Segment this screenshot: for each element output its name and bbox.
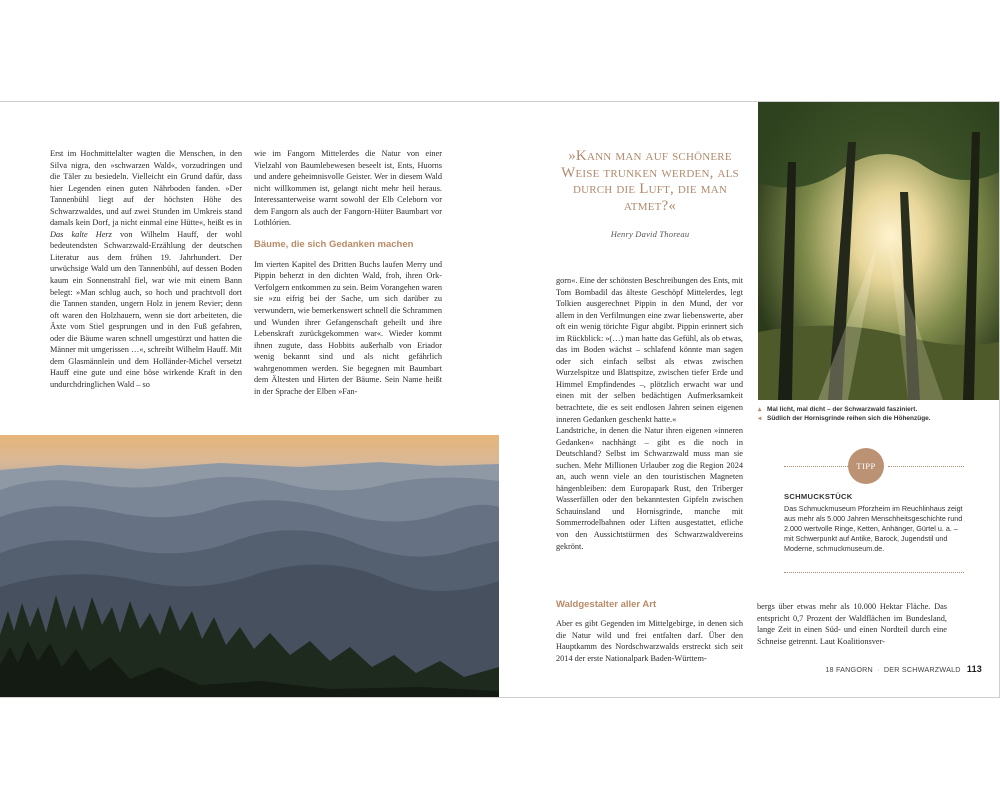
- paragraph: bergs über etwas mehr als 10.000 Hektar Fläche. Das entspricht 0,7 Prozent der Waldflächen im Bundesland, lange Zeit in einen Süd- und einen Nordteil durch eine Schneise getrennt. Laut Koalitionsver-: [757, 602, 947, 646]
- quote-author: Henry David Thoreau: [610, 229, 690, 239]
- quote-text: »Kann man auf schönere Weise trunken werden, als durch die Luft, die man atmet?«: [561, 148, 739, 214]
- section-heading: Waldgestalter aller Art: [556, 599, 657, 610]
- column-3-lower: [556, 599, 743, 664]
- page-number: 113: [966, 664, 982, 674]
- text-column-3: [556, 275, 743, 663]
- paragraph: Landstriche, in denen die Natur ihren eigenen »inneren Gedanken« nachhängt – gibt es die noch in Deutschland? Selbst im Schwarzwald muss man sie suchen. Mehr Millionen Urlauber zog die Region 2024 an, auch wenn viele an den touristischen Magneten hängenbleiben: dem Europapark Rust, den Triberger Wasserfällen oder den bekanntesten Gipfeln zwischen Schauinsland und Hornisgrinde, manche mit Sommerrodelbahnen oder Liften ausgestattet, etliche von den Aussichtstürmen des Schwarzwaldvereins gekrönt.: [556, 426, 743, 551]
- misty-hills-photo: [0, 435, 499, 697]
- book-spread: [0, 101, 1000, 698]
- paragraph: Aber es gibt Gegenden im Mittelgebirge, in denen sich die Natur wild und frei entfalten darf. Über den Hauptkamm des Nordschwarzwalds erstreckt sich seit 2014 der erste Nationalpark Baden-Württem-: [556, 619, 743, 663]
- book-title: Das kalte Herz: [50, 229, 112, 239]
- chapter-title: FANGORN: [835, 665, 873, 674]
- text-column-2: [254, 148, 442, 397]
- caption-line: ◂ Südlich der Hornisgrinde reihen sich die Höhenzüge.: [758, 415, 931, 422]
- paragraph: gorn«. Eine der schönsten Beschreibungen des Ents, mit Tom Bombadil das älteste Geschöpf Mittelerdes, legt Tolkien ausgerechnet Pippin in den Mund, der vor allem in den Verfilmungen eine zwar liebenswerte, aber oft ein wenig törichte Figur abgibt. Pippin erinnert sich im Rückblick: »(…) man hatte das Gefühl, als ob etwas, das im Boden wächst – schlafend könnte man sagen oder sich einfach selbst als etwas zwischen Wurzelspitze und Blattspitze, zwischen tiefer Erde und Himmel Empfindendes –, plötzlich erwacht war und einen mit der selben bedächtigen Aufmerksamkeit betrachtete, die es seit endlosen Jahren seinen eigenen inneren Gedanken geschenkt hatte.«: [556, 276, 743, 424]
- text-column-1: [50, 148, 242, 390]
- dotted-rule-bottom: [784, 572, 964, 573]
- separator-dot-icon: ·: [877, 665, 880, 674]
- tipp-title: SCHMUCKSTÜCK: [784, 492, 853, 501]
- photo-caption: [758, 405, 988, 423]
- paragraph: wie im Fangorn Mittelerdes die Natur von einer Vielzahl von Baumlebewesen beseelt ist, Ents, Huorns und andere geheimnisvolle Geister. Wer in diesem Wald nicht willkommen ist, gelangt nicht mehr heil heraus. Interessanterweise warnt sowohl der Elb Celeborn vor dem Fangorn als auch der Fangorn-Hüter Baumbart vor Lothlórien.: [254, 149, 442, 228]
- text-column-4: [757, 601, 947, 647]
- paragraph: [50, 148, 242, 390]
- paragraph: Im vierten Kapitel des Dritten Buchs laufen Merry und Pippin beherzt in den dichten Wald, froh, ihren Ork-Verfolgern entkommen zu sein. Beim Vorangehen waren sie »zu eifrig bei der Sache, um sich darüber zu verwundern, wie bemerkenswert schnell die Schrammen und Wunden ihrer Gefangenschaft geheilt und ihre Lebenskraft zurückgekommen war«. Wieder kommt ihnen zugute, dass Hobbits außerhalb von Eriador wenig bekannt sind und als nicht gefährlich wahrgenommen werden. Sie begegnen mit Baumbart dem Ältesten und Hirten der Bäume. Sein Name heißt in der Sprache der Elben »Fan-: [254, 259, 442, 396]
- paragraph-text: von Wilhelm Hauff, der wohl bedeutendsten Schwarzwald-Erzählung der deutschen Literatur aus dem frühen 19. Jahrhundert. Der urwüchsige Wald um den Tannenbühl, auf dessen Boden kaum ein Sonnenstrahl fiel, war wie mit einem Bann belegt: »Man schlug auch, so hoch und prachtvoll dort die Tannen standen, ungern Holz in jenem Revier; denn oft waren den Holzhauern, wenn sie dort arbeiteten, die Äxte vom Stiel gesprungen und in den Fuß gefahren, oder die Bäume waren schnell umgestürzt und hatten die Männer mit umgerissen …«, schreibt Wilhelm Hauff. Mit dem Glasmännlein und dem Holländer-Michel versetzt Hauff eine gute und eine böse wirkende Kraft in den undurchdringlichen Wald – so: [50, 229, 242, 389]
- pull-quote: [560, 148, 740, 242]
- tipp-badge: TIPP: [848, 448, 884, 484]
- arrow-left-icon: ◂: [758, 415, 762, 422]
- chapter-number: 18: [825, 665, 834, 674]
- sunlit-forest-photo: [758, 102, 999, 400]
- section-title: DER SCHWARZWALD: [883, 665, 961, 674]
- dotted-rule-left: [784, 466, 850, 467]
- section-heading: Bäume, die sich Gedanken machen: [254, 238, 414, 250]
- dotted-rule-right: [888, 466, 964, 467]
- page-footer: [825, 664, 982, 674]
- caption-line: ▴ Mal licht, mal dicht – der Schwarzwald fasziniert.: [758, 406, 918, 413]
- paragraph-text: Erst im Hochmittelalter wagten die Menschen, in den Silva nigra, den »schwarzen Wald«, vorzudringen und die Täler zu besiedeln. Vielleicht ein Grund dafür, dass hier Legenden einen guten Nährboden fanden. »Der Tannenbühl liegt auf der höchsten Höhe des Schwarzwaldes, und auf zwei Stunden im Umkreis stand damals kein Dorf, ja nicht einmal eine Hütte«, heißt es in: [50, 149, 242, 228]
- tipp-body: Das Schmuckmuseum Pforzheim im Reuchlinhaus zeigt aus mehr als 5.000 Jahren Menschheitsgeschichte rund 2.000 wertvolle Ringe, Ketten, Anhänger, Gürtel u. a. – mit Schwerpunkt auf Antike, Barock, Jugendstil und Moderne, schmuckmuseum.de.: [784, 504, 963, 553]
- arrow-up-icon: ▴: [758, 406, 762, 413]
